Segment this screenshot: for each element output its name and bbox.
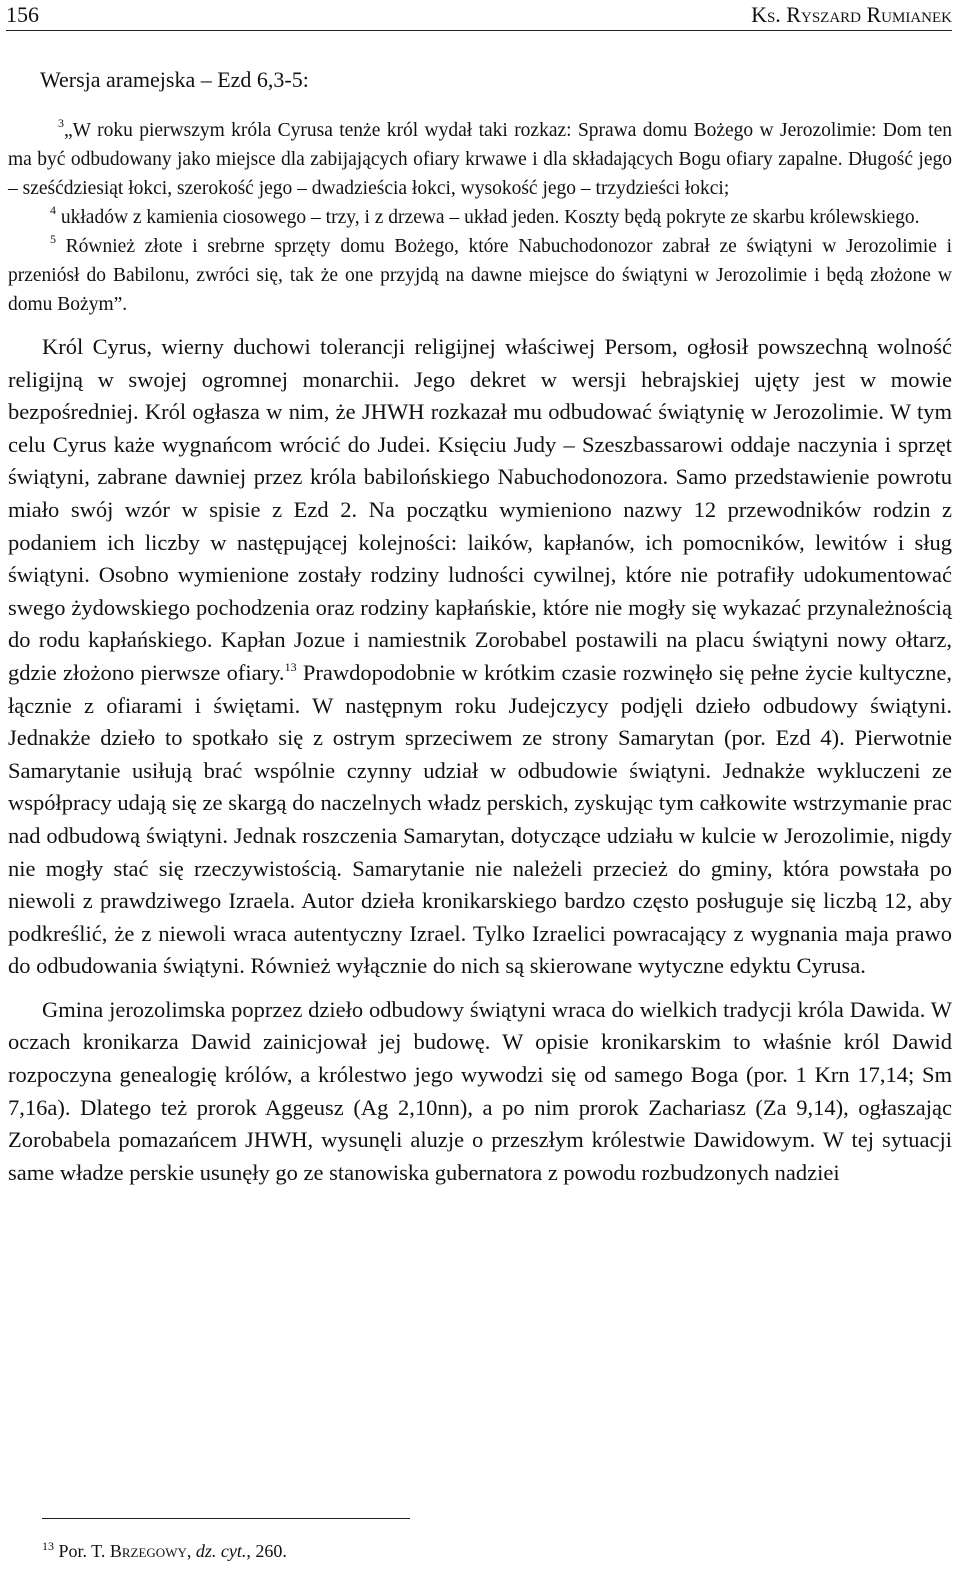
verse-5 — [8, 232, 952, 319]
page-number: 156 — [6, 2, 39, 27]
section-title: Wersja aramejska – Ezd 6,3-5: — [40, 67, 309, 92]
body-text — [8, 331, 952, 1189]
footnote-ref[interactable]: 13 — [284, 659, 297, 674]
footnote-number: 13 — [42, 1539, 54, 1553]
footnote-author: Brzegowy — [109, 1541, 187, 1561]
verse-4 — [8, 203, 952, 232]
paragraph-text: Król Cyrus, wierny duchowi tolerancji religijnej właściwej Persom, ogłosił powszechną wolność religijną w swojej ogromnej monarchii. Jego dekret w wersji hebrajskiej ujęty jest w mowie bezpośredniej. Król ogłasza w nim, że JHWH rozkazał mu odbudować świątynię w Jerozolimie. W tym celu Cyrus każe wygnańcom wrócić do Judei. Księciu Judy – Szeszbassarowi oddaje naczynia i sprzęt świątyni, zabrane dawniej przez króla babilońskiego Nabuchodonozora. Samo przedstawienie powrotu miało swój wzór w spisie z Ezd 2. Na początku wymieniono nazwy 12 przewodników rodzin z podaniem ich liczby w następującej kolejności: laików, kapłanów, ich pomocników, lewitów i sług świątyni. Osobno wymienione zostały rodziny ludności cywilnej, które nie potrafiły udokumentować swego żydowskiego pochodzenia oraz rodziny kapłańskie, które nie mogły się wykazać przynależnością do rodu kapłańskiego. Kapłan Jozue i namiestnik Zorobabel postawili na placu świątyni nowy ołtarz, gdzie złożono pierwsze ofiary. — [8, 334, 952, 685]
verse-number: 4 — [50, 203, 56, 217]
paragraph-1 — [8, 331, 952, 983]
paragraph-text: Prawdopodobnie w krótkim czasie rozwinęło się pełne życie kultyczne, łącznie z ofiarami i świętami. W następnym roku Judejczycy podjęli dzieło odbudowy świątyni. Jednakże dzieło to spotkało się z ostrym sprzeciwem ze strony Samarytan (por. Ezd 4). Pierwotnie Samarytanie usiłują brać wspólnie czynny udział w odbudowie świątyni. Jednakże wykluczeni ze współpracy udają się ze skargą do naczelnych władz perskich, zyskując tym całkowite wstrzymanie prac nad odbudową świątyni. Jednak roszczenia Samarytan, dotyczące udziału w kulcie w Jerozolimie, nigdy nie mogły stać się rzeczywistością. Samarytanie nie należeli przecież do gminy, która powstała po niewoli z prawdziwego Izraela. Autor dzieła kronikarskiego bardzo często posługuje się liczbą 12, aby podkreślić, że z niewoli wraca autentyczny Izrael. Tylko Izraelici powracający z wygnania maja prawo do odbudowania świątyni. Również wyłącznie do nich są skierowane wytyczne edyktu Cyrusa. — [8, 659, 953, 979]
quoted-verses — [8, 116, 952, 319]
verse-3 — [8, 116, 952, 203]
footnote — [42, 1540, 287, 1562]
paragraph-2: Gmina jerozolimska poprzez dzieło odbudowy świątyni wraca do wielkich tradycji króla Dawida. W oczach kronikarza Dawid zainicjował jej budowę. W opisie kronikarskim to właśnie król Dawid rozpoczyna genealogię królów, a królestwo jego wywodzi się od samego Boga (por. 1 Krn 17,14; Sm 7,16a). Dlatego też prorok Aggeusz (Ag 2,10nn), a po nim prorok Zachariasz (Za 9,14), ogłaszając Zorobabela pomazańcem JHWH, wysunęli aluzje o przeszłym królestwie Dawidowym. W tej sytuacji same władze perskie usunęły go ze stanowiska gubernatora z powodu rozbudzonych nadziei — [8, 996, 952, 1185]
footnote-text: Por. T. — [58, 1541, 106, 1561]
footnote-tail: , 260. — [246, 1541, 287, 1561]
verse-number: 3 — [58, 116, 64, 130]
footnote-sep: , — [186, 1541, 192, 1561]
verse-text: „W roku pierwszym króla Cyrusa tenże król wydał taki rozkaz: Sprawa domu Bożego w Jerozolimie: Dom ten ma być odbudowany jako miejsce dla zabijających ofiary krwawe i dla składających Bogu ofiary zapalne. Długość jego – sześćdziesiąt łokci, szerokość jego – dwadzieścia łokci, wysokość jego – trzydzieści łokci; — [8, 120, 952, 199]
page-content — [8, 66, 952, 1189]
verse-number: 5 — [50, 232, 56, 246]
running-header — [6, 4, 952, 31]
footnote-divider — [42, 1518, 410, 1519]
verse-text: Również złote i srebrne sprzęty domu Bożego, które Nabuchodonozor zabrał ze świątyni w Jerozolimie i przeniósł do Babilonu, zwróci się, tak że one przyjdą na dawne miejsce do świątyni w Jerozolimie i będą złożone w domu Bożym”. — [8, 236, 953, 315]
footnote-work: dz. cyt. — [195, 1541, 247, 1561]
running-title: Ks. Ryszard Rumianek — [751, 2, 952, 27]
verse-text: układów z kamienia ciosowego – trzy, i z drzewa – układ jeden. Koszty będą pokryte ze skarbu królewskiego. — [60, 207, 920, 228]
